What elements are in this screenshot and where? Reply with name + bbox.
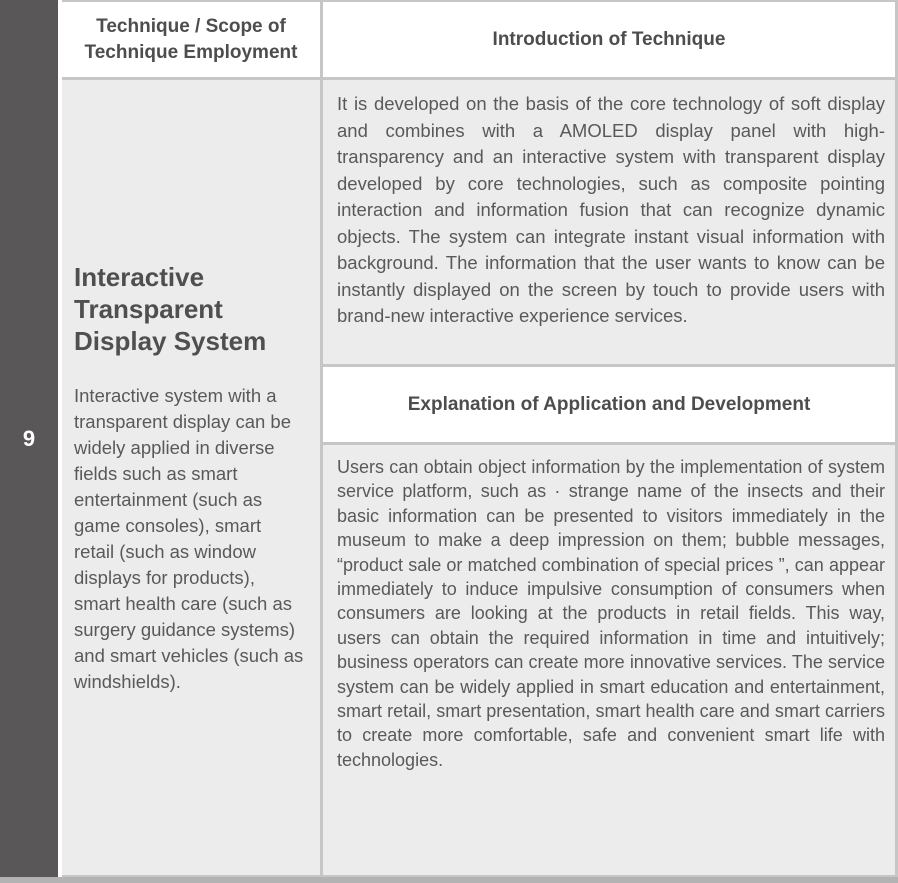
left-column-header [62,2,320,77]
application-text: Users can obtain object information by the implementation of system service platform, such as · strange name of the insects and their basic information can be presented to visitors immediately in the museum to make a deep impression on them; bubble messages, “product sale or matched combination of special prices ”, can appear immediately to induce impulsive consumption of consumers when consumers are looking at the products in retail fields. This way, users can obtain the required information in time and intuitively; business operators can create more innovative services. The service system can be widely applied in smart education and entertainment, smart retail, smart presentation, smart health care and smart carriers to create more comfortable, safe and convenient smart life with technologies. [323,445,895,875]
introduction-header-label: Introduction of Technique [492,28,726,50]
introduction-text: It is developed on the basis of the core technology of soft display and combines with a AMOLED display panel with high-transparency and an interactive system with transparent display developed by core technologies, such as composite pointing interaction and information fusion that can recognize dynamic objects. The system can integrate instant visual information with background. The information that the user wants to know can be instantly displayed on the screen by touch to provide users with brand-new interactive experience services. [323,80,895,364]
technique-scope-cell [62,80,320,875]
row-index-bar [0,0,58,877]
technique-title: Interactive Transparent Display System [74,261,267,356]
application-header-label: Explanation of Application and Development [407,393,811,415]
left-column [62,2,320,875]
introduction-header [323,2,895,77]
technique-table [62,0,898,877]
left-column-header-label: Technique / Scope of Technique Employment [84,15,298,63]
bottom-divider [0,877,898,883]
row-number: 9 [22,425,36,451]
application-header [323,367,895,442]
right-column [323,2,895,875]
technique-scope-text: Interactive system with a transparent display can be widely applied in diverse fields such as smart entertainment (such as game consoles), smart retail (such as window displays for products), smart health care (such as surgery guidance systems) and smart vehicles (such as windshields). [74,384,304,692]
